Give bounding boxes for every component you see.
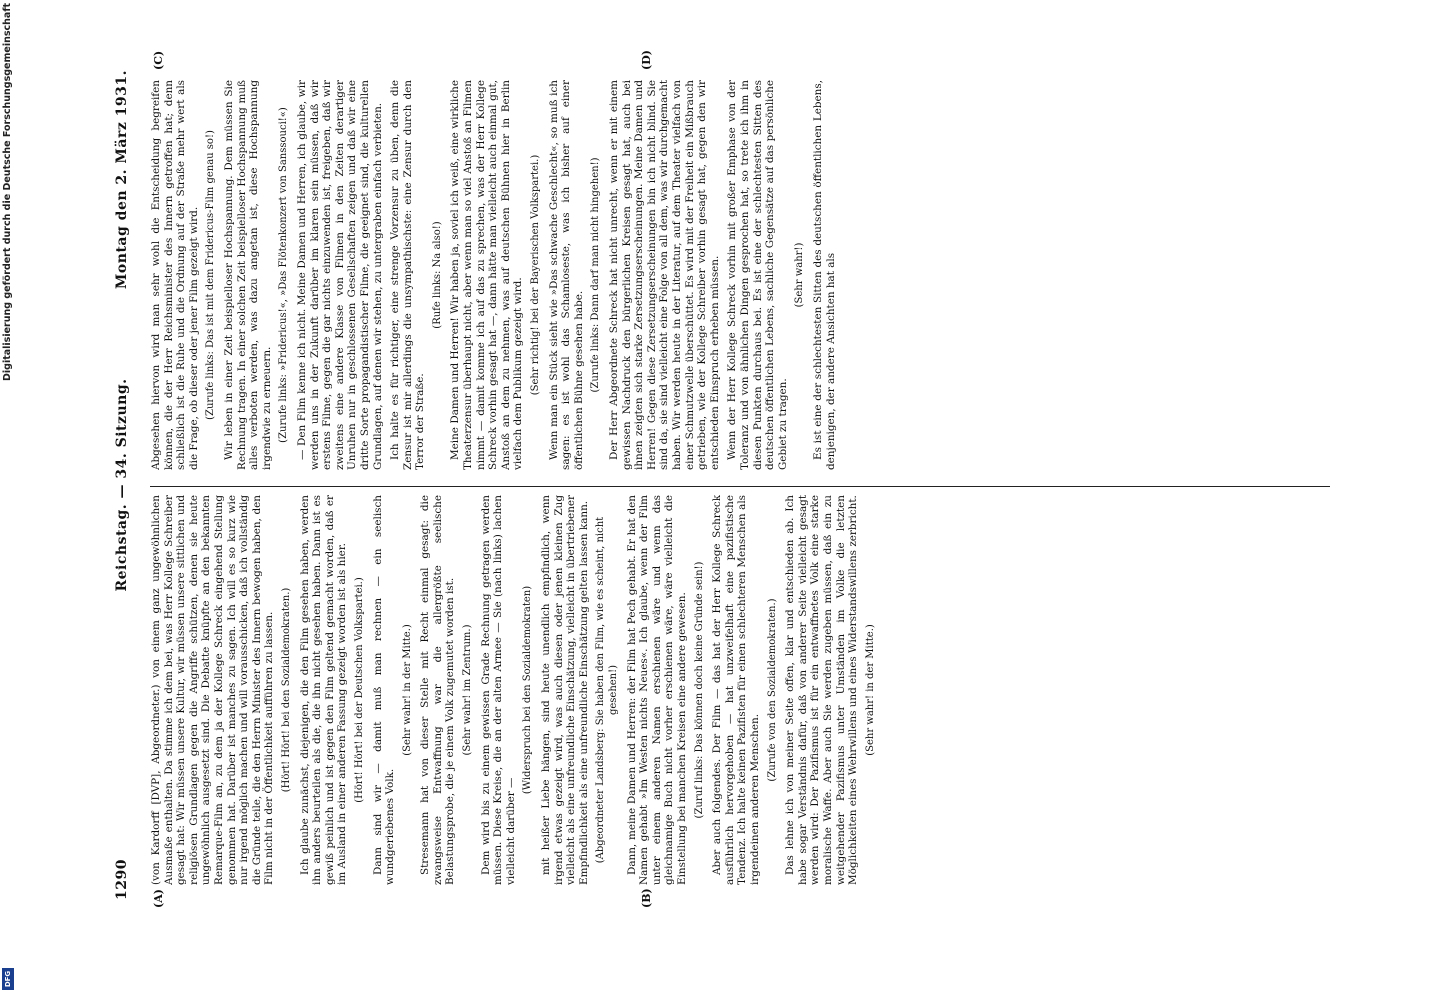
interjection: (Widerspruch bei den Sozialdemokraten): [522, 585, 534, 795]
interjection: (Zurufe links: Dann darf man nicht hingehen!): [590, 157, 602, 393]
paragraph: mit heißer Liebe hängen, sind heute unendlich empfindlich, wenn irgend etwas gezeigt wird, was auch diesen oder jenen kleinen Zug vielleicht als eine unfreundliche Einschätzung, vielleicht in übertriebener Empfindlichkeit als eine unfreundliche Einschätzung gelten lassen kann.: [540, 495, 590, 885]
interjection: (Sehr wahr! im Zentrum.): [462, 624, 474, 756]
paragraph: Wenn der Herr Kollege Schreck vorhin mit großer Emphase von der Toleranz und von ähnlichen Dingen gesprochen hat, so trete ich ihm in diesen Punkten durchaus bei. Es ist eine der schlechtesten Sitten des deutschen öffentlichen Lebens, sachliche Gegensätze auf das persönliche Gebiet zu tragen.: [726, 80, 789, 470]
paragraph: Meine Damen und Herren! Wir haben ja, soviel ich weiß, eine wirkliche Theaterzensur überhaupt nicht, aber wenn man so viel Anstoß an Filmen nimmt — damit komme ich auf das zu sprechen, was der Herr Kollege Schreck vorhin gesagt hat —, dann hätte man vielleicht auch einmal gut, Anstoß an dem zu nehmen, was auf deutschen Bühnen hier in Berlin vielfach dem Publikum gezeigt wird.: [449, 80, 525, 470]
interjection: (Abgeordneter Landsberg: Sie haben den Film, wie es scheint, nicht gesehen!): [595, 516, 619, 864]
paragraph: Es ist eine der schlechtesten Sitten des deutschen öffentlichen Lebens, denjenigen, der andere Ansichten hat als: [811, 80, 837, 470]
interjection: (Zurufe links: Das ist mit dem Fridericus-Film genau so!): [205, 130, 217, 420]
margin-marker-d: (D): [640, 50, 653, 70]
interjection: (Zurufe von den Sozialdemokraten.): [766, 598, 778, 782]
margin-marker-b: (B): [640, 888, 653, 908]
interjection: (Hört! Hört! bei den Sozialdemokraten.): [280, 587, 292, 793]
column-divider: [150, 486, 1330, 487]
paragraph: Abgesehen hiervon wird man sehr wohl die Entscheidung begreifen können, die der Herr Reichsminister des Innern getroffen hat; denn schließlich ist die Ruhe und die Ordnung auf der Straße mehr wert als die Frage, ob dieser oder jener Film gezeigt wird.: [150, 80, 200, 470]
margin-marker-c: (C): [152, 50, 165, 70]
interjection: (Sehr wahr! in der Mitte.): [864, 624, 876, 756]
funding-credit: Digitalisierung gefördert durch die Deutsche Forschungsgemeinschaft: [2, 3, 13, 381]
right-column: [150, 80, 1330, 470]
paragraph: Das lehne ich von meiner Seite offen, klar und entschieden ab. Ich habe sogar Verständnis dafür, daß von anderer Seite vielleicht gesagt werden wird: Der Pazifismus ist für ein entwaffnetes Volk eine starke moralische Waffe. Aber auch Sie werden zugeben müssen, daß ein zu weitgehender Pazifismus unter Umständen im Volke die letzten Möglichkeiten eines Wehrwillens und eines Widerstandswillens zerbricht.: [784, 495, 860, 885]
paragraph: Dem wird bis zu einem gewissen Grade Rechnung getragen werden müssen. Diese Kreise, die an der alten Armee — Sie (nach links) lachen vielleicht darüber —: [479, 495, 517, 885]
paragraph: — Den Film kenne ich nicht. Meine Damen und Herren, ich glaube, wir werden uns in der Zukunft darüber im klaren sein müssen, daß wir erstens Filme, gegen die gar nichts einzuwenden ist, freigeben, daß wir zweitens eine andere Klasse von Filmen in den Zeiten derartiger Unruhen nur in geschlossenen Gesellschaften zeigen und daß wir eine dritte Sorte propagandistischer Filme, die geeignet sind, die kulturellen Grundlagen, auf denen wir stehen, zu untergraben einfach verbieten.: [295, 80, 384, 470]
page-number: 1290: [114, 859, 130, 900]
paragraph: Ich halte es für richtiger, eine strenge Vorzensur zu üben, denn die Zensur ist mir allerdings die unsympathischste: eine Zensur durch den Terror der Straße.: [389, 80, 427, 470]
paragraph: Aber auch folgendes. Der Film — das hat der Herr Kollege Schreck ausführlich hervorgehoben — hat unzweifelhaft eine pazifistische Tendenz. Ich halte keinen Pazifisten für einen schlechteren Menschen als irgendeinen anderen Menschen.: [711, 495, 761, 885]
paragraph: Der Herr Abgeordnete Schreck hat nicht unrecht, wenn er mit einem gewissen Nachdruck den bürgerlichen Kreisen gesagt hat, auch bei ihnen zeigten sich starke Zersetzungserscheinungen. Meine Damen und Herren! Gegen diese Zersetzungserscheinungen bin ich nicht blind. Sie sind da, sie sind vielleicht eine Folge von all dem, was wir durchgemacht haben. Wir werden heute in der Literatur, auf dem Theater vielfach von einer Schmutzwelle überschüttet. Es wird mit der Freiheit ein Mißbrauch getrieben, wie der Kollege Schreiber vorhin gesagt hat, gegen den wir entschieden Einspruch erheben müssen.: [608, 80, 721, 470]
session-date: Montag den 2. März 1931.: [114, 70, 130, 290]
page-title: Reichstag. — 34. Sitzung.: [114, 378, 130, 592]
dfg-logo: DFG: [2, 968, 14, 990]
paragraph: Ich glaube zunächst, diejenigen, die den Film gesehen haben, werden ihn anders beurteilen als die, die ihn nicht gesehen haben. Dann ist es gewiß peinlich und ist gegen den Film geltend gemacht worden, daß er im Ausland in einer anderen Fassung gezeigt worden ist als hier.: [298, 495, 349, 885]
left-column: [150, 495, 1330, 885]
interjection: (Sehr wahr! in der Mitte.): [401, 624, 413, 756]
interjection: (Zuruf links: Das können doch keine Gründe sein!): [693, 561, 705, 819]
digitization-footer: [0, 0, 16, 1000]
paragraph: Wenn man ein Stück sieht wie »Das schwache Geschlecht«, so muß ich sagen: es ist wohl das Schamloseste, was ich bisher auf einer öffentlichen Bühne gesehen habe.: [547, 80, 585, 470]
paragraph: Wir leben in einer Zeit beispielloser Hochspannung. Dem müssen Sie Rechnung tragen. In einer solchen Zeit beispielloser Hochspannung muß alles verboten werden, was dazu angetan ist, diese Hochspannung irgendwie zu erneuern.: [222, 80, 273, 470]
interjection: (Hört! Hört! bei der Deutschen Volkspartei.): [353, 577, 365, 803]
page-header: [114, 70, 140, 900]
paragraph: (von Kardorff [DVP], Abgeordneter.) von einem ganz ungewöhnlichen Ausmaße enthalten. Da stimme ich dem bei, was Herr Kollege Schreiber gesagt hat: Wir müssen unsere Kultur, wir müssen unsere sittlichen und religiösen Grundlagen gegen die Angriffe schützen, denen sie heute ungewöhnlich ausgesetzt sind. Die Debatte knüpfte an den bekannten Remarque-Film an, zu dem ja der Kollege Schreck eingehend Stellung genommen hat. Darüber ist manches zu sagen. Ich will es so kurz wie nur irgend möglich machen und will vorausschicken, daß ich vollständig die Gründe teile, die den Herrn Minister des Innern bewogen haben, den Film nicht in der Öffentlichkeit aufführen zu lassen.: [150, 495, 276, 885]
interjection: (Sehr wahr!): [794, 242, 806, 308]
paragraph: Stresemann hat von dieser Stelle mit Recht einmal gesagt: die zwangsweise Entwaffnung war die allergrößte seelische Belastungsprobe, die je einem Volk zugemutet worden ist.: [419, 495, 457, 885]
paragraph: Dann sind wir — damit muß man rechnen — ein seelisch wundgeriebenes Volk.: [371, 495, 397, 885]
paragraph: Dann, meine Damen und Herren: der Film hat Pech gehabt. Er hat den Namen gehabt »Im Westen nichts Neues«. Ich glaube, wenn der Film unter einem anderen Namen erschienen wäre und wenn das gleichnamige Buch nicht vorher erschienen wäre, wäre vielleicht die Einstellung bei manchen Kreisen eine andere gewesen.: [625, 495, 688, 885]
interjection: (Zurufe links: »Fridericus!«, »Das Flötenkonzert von Sanssouci!«): [278, 107, 290, 443]
interjection: (Sehr richtig! bei der Bayerischen Volkspartei.): [530, 154, 542, 396]
margin-marker-a: (A): [152, 889, 165, 908]
interjection: (Rufe links: Na also!): [431, 221, 443, 329]
